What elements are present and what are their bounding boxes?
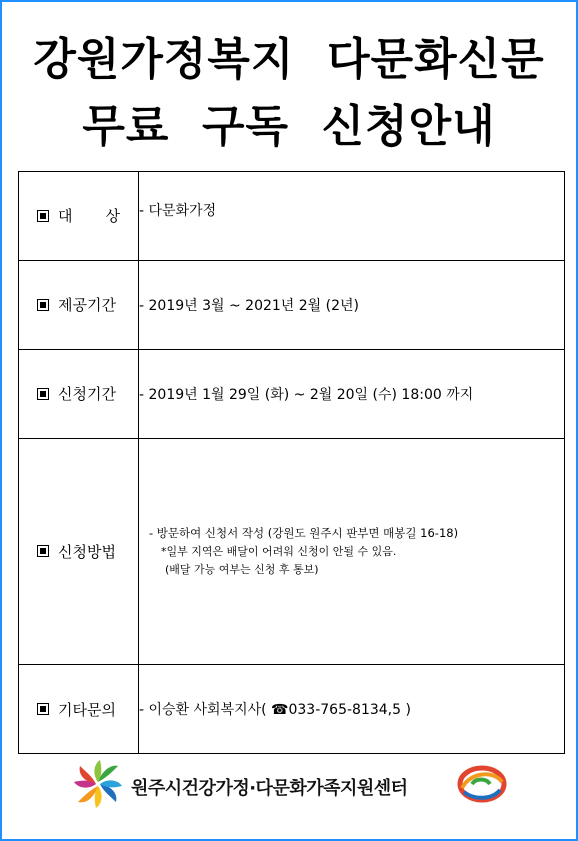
checkbox-bullet-icon [37,210,49,222]
checkbox-bullet-icon [37,388,49,400]
label-cell [19,260,139,349]
table-row [19,665,565,754]
value-cell [139,665,565,754]
circle-logo-icon [456,764,508,804]
value-cell [139,349,565,438]
table-row [19,260,565,349]
checkbox-bullet-icon [37,299,49,311]
checkbox-bullet-icon [37,545,49,557]
pinwheel-logo-icon [72,760,124,808]
row-value: - 방문하여 신청서 작성 (강원도 원주시 판부면 매봉길 16-18) [149,525,459,540]
footer [0,760,578,810]
label-cell [19,665,139,754]
label-cell [19,172,139,261]
value-cell [139,260,565,349]
row-value: - 이승환 사회복지사( ☎033-765-8134,5 ) [139,702,411,719]
row-value: - 다문화가정 [139,202,217,219]
row-value: - 2019년 3월 ~ 2021년 2월 (2년) [139,297,360,314]
page-title-line-1: 강원가정복지 다문화신문 [33,34,545,85]
row-label: 신청기간 [58,385,116,404]
checkbox-bullet-icon [37,703,49,715]
row-note: *일부 지역은 배달이 어려워 신청이 안될 수 있음. [161,544,397,558]
organization-name: 원주시건강가정·다문화가족지원센터 [131,778,408,799]
value-cell [139,172,565,261]
row-label: 기타문의 [58,700,116,719]
table-row [19,172,565,261]
row-label: 신청방법 [58,542,116,561]
row-label: 제공기간 [58,296,116,315]
row-label: 대 상 [58,207,120,226]
table-row [19,438,565,664]
row-note: (배달 가능 여부는 신청 후 통보) [165,562,319,576]
info-table [18,171,565,754]
label-cell [19,438,139,664]
table-row [19,349,565,438]
label-cell [19,349,139,438]
value-cell [139,438,565,664]
page-title-line-2: 무료 구독 신청안내 [82,101,496,152]
row-value: - 2019년 1월 29일 (화) ~ 2월 20일 (수) 18:00 까지 [139,386,474,403]
